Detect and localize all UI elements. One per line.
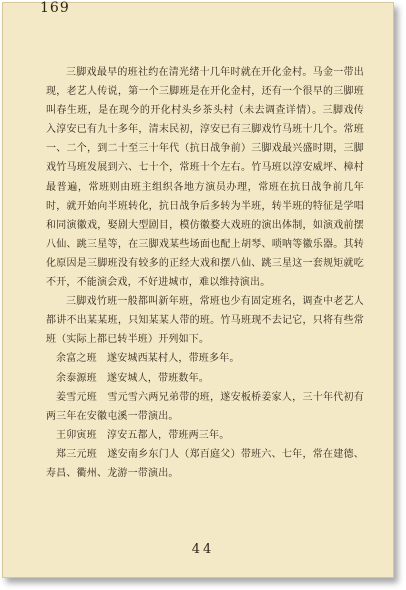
- paragraph-history: 三脚戏最早的班社约在清光绪十几年时就在开化金村。马金一带出现，老艺人传说，第一个三脚班是在开化金村，还有一个很早的三脚班叫春生班，是在现今的开化村头乡茶头村（未去调查详情）。三脚戏传入淳安已有九十多年，清末民初，淳安已有三脚戏竹马班十几个。常班一、二个，到二十至三十年代（抗日战争前）三脚戏最兴盛时期，三脚戏竹马班发展到六、七十个，常班十个左右。竹马班以淳安威坪、樟村最普遍，常班则由班主组织各地方演员办理，常班在抗日战争前几年时，就开始向半班转化，抗日战争后多转为半班，转半班的特征是学唱和同演徽戏，娶剧大型剧目，模仿徽婺大戏班的演出体制，如演戏前摆八仙、跳三星等，在三脚戏某些场面也配上胡琴、唢呐等徽乐器。其转化原因是三脚班没有较多的正经大戏和摆八仙、跳三星这一套规矩就吃不开，不能演会戏，不好进城市，难以维持演出。: [46, 67, 364, 289]
- top-page-number: 169: [40, 0, 70, 16]
- troupe-entry: 余泰源班 遂安城人，带班数年。: [56, 372, 209, 384]
- troupe-entry: 余富之班 遂安城西某村人，带班多年。: [56, 353, 240, 365]
- troupe-entry: 姜雪元班 雪元雪六两兄弟带的班，遂安板桥姜家人，三十年代初有两三年在安徽屯溪一带演出。: [46, 391, 364, 422]
- paragraph-troupe-list-intro: 三脚戏竹班一般都叫新年班，常班也少有固定班名，调查中老艺人都讲不出某某班，只知某某人带的班。竹马班现不去记它，只将有些常班（实际上都已转半班）开列如下。: [46, 296, 364, 346]
- page-number: 44: [191, 542, 215, 557]
- troupe-entry: 王卯寅班 淳安五都人，带班两三年。: [56, 429, 230, 441]
- troupe-entry: 郑三元班 遂安南乡东门人（郑百庭父）带班六、七年，常在建德、寿昌、衢州、龙游一带演出。: [46, 448, 364, 479]
- body-text: [46, 63, 364, 483]
